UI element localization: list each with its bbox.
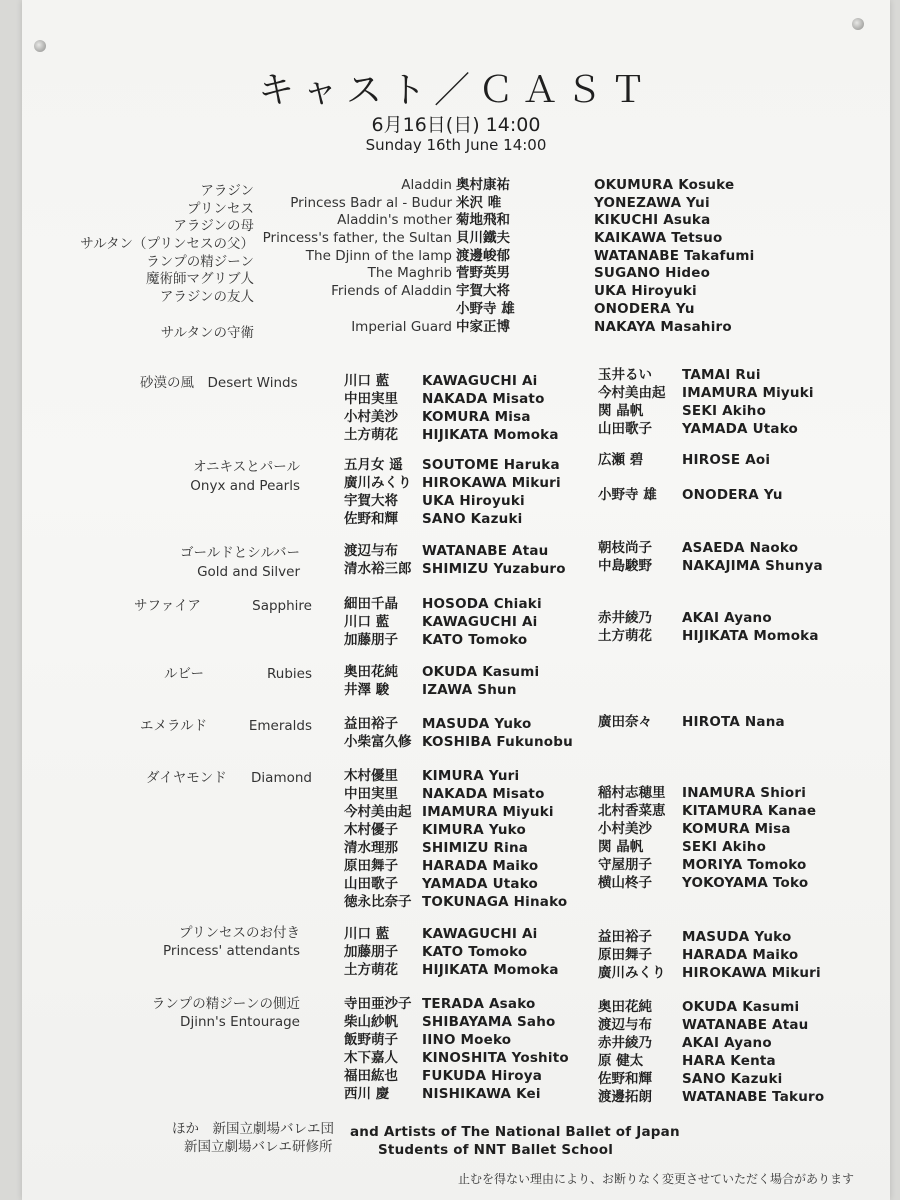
dancer-name-ja: 菅野英男 (456, 265, 510, 281)
dancer-name-ja: 今村美由起 (344, 804, 412, 820)
dancer-name-ja: 西川 慶 (344, 1086, 390, 1102)
group-label-attendants: プリンセスのお付き (179, 925, 300, 941)
dancer-name-ja: 小野寺 雄 (456, 301, 515, 317)
dancer-name-en: HIJIKATA Momoka (422, 427, 559, 443)
dancer-name-en: KOMURA Misa (682, 821, 791, 837)
dancer-name-ja: 中島駿野 (598, 558, 652, 574)
dancer-name-ja: 廣川みくり (598, 965, 666, 981)
role-label-en: The Maghrib (367, 265, 452, 281)
role-label-en: Aladdin (401, 177, 452, 193)
dancer-name-en: HIJIKATA Momoka (682, 628, 819, 644)
role-label-ja: サルタン（プリンセスの父） (80, 236, 254, 252)
dancer-name-en: HIROSE Aoi (682, 452, 771, 468)
dancer-name-ja: 渡邊拓朗 (598, 1089, 652, 1105)
dancer-name-en: IINO Moeko (422, 1032, 512, 1048)
dancer-name-en: KAIKAWA Tetsuo (594, 230, 723, 246)
dancer-name-en: OKUDA Kasumi (422, 664, 540, 680)
dancer-name-en: SANO Kazuki (682, 1071, 783, 1087)
dancer-name-ja: 小野寺 雄 (598, 487, 657, 503)
role-label-en: Princess's father, the Sultan (262, 230, 452, 246)
dancer-name-en: HARADA Maiko (682, 947, 799, 963)
dancer-name-ja: 木村優子 (344, 822, 398, 838)
dancer-name-en: OKUMURA Kosuke (594, 177, 735, 193)
dancer-name-ja: 佐野和輝 (344, 511, 398, 527)
role-label-ja: プリンセス (187, 201, 254, 217)
dancer-name-ja: 小村美沙 (598, 821, 652, 837)
dancer-name-en: HIROTA Nana (682, 714, 785, 730)
dancer-name-ja: 原田舞子 (344, 858, 398, 874)
dancer-name-en: KOMURA Misa (422, 409, 531, 425)
role-label-en: Friends of Aladdin (331, 283, 452, 299)
dancer-name-en: TAMAI Rui (682, 367, 761, 383)
dancer-name-en: NISHIKAWA Kei (422, 1086, 541, 1102)
dancer-name-ja: 渡辺与布 (598, 1017, 652, 1033)
dancer-name-ja: 土方萌花 (344, 427, 398, 443)
role-label-ja: ランプの精ジーン (146, 254, 254, 270)
dancer-name-ja: 清水裕三郎 (344, 561, 412, 577)
dancer-name-en: AKAI Ayano (682, 1035, 772, 1051)
dancer-name-ja: 菊地飛和 (456, 212, 510, 228)
dancer-name-ja: 加藤朋子 (344, 632, 398, 648)
dancer-name-ja: 小柴富久修 (344, 734, 412, 750)
role-label-en: Aladdin's mother (337, 212, 452, 228)
dancer-name-en: YONEZAWA Yui (594, 195, 710, 211)
dancer-name-en: YAMADA Utako (422, 876, 538, 892)
students-line: Students of NNT Ballet School (378, 1142, 614, 1158)
role-label-en: Imperial Guard (351, 319, 452, 335)
role-label-ja: サルタンの守衛 (160, 325, 254, 341)
dancer-name-ja: 柴山紗帆 (344, 1014, 398, 1030)
group-label-desert: 砂漠の風 Desert Winds (140, 375, 298, 391)
dancer-name-ja: 小村美沙 (344, 409, 398, 425)
group-label-gold: Gold and Silver (197, 564, 300, 580)
dancer-name-ja: 関 晶帆 (598, 839, 644, 855)
dancer-name-en: WATANABE Atau (682, 1017, 809, 1033)
dancer-name-en: HIJIKATA Momoka (422, 962, 559, 978)
dancer-name-ja: 貝川鐵夫 (456, 230, 510, 246)
dancer-name-en: TOKUNAGA Hinako (422, 894, 568, 910)
pin-right (852, 18, 864, 30)
dancer-name-en: YOKOYAMA Toko (682, 875, 809, 891)
dancer-name-en: WATANABE Atau (422, 543, 549, 559)
dancer-name-en: KITAMURA Kanae (682, 803, 817, 819)
dancer-name-en: KIKUCHI Asuka (594, 212, 711, 228)
dancer-name-ja: 守屋朋子 (598, 857, 652, 873)
group-label-rubies: ルビー (164, 666, 204, 682)
dancer-name-ja: 徳永比奈子 (344, 894, 412, 910)
dancer-name-ja: 清水理那 (344, 840, 398, 856)
group-label-entourage: ランプの精ジーンの側近 (151, 996, 300, 1012)
dancer-name-en: KATO Tomoko (422, 632, 528, 648)
dancer-name-en: MASUDA Yuko (682, 929, 792, 945)
dancer-name-ja: 宇賀大将 (456, 283, 510, 299)
dancer-name-ja: 玉井るい (598, 367, 652, 383)
dancer-name-en: KIMURA Yuri (422, 768, 520, 784)
group-label-sapphire: Sapphire (252, 598, 312, 614)
dancer-name-ja: 益田裕子 (598, 929, 652, 945)
group-label-entourage: Djinn's Entourage (180, 1014, 300, 1030)
dancer-name-ja: 木下嘉人 (344, 1050, 398, 1066)
group-label-emeralds: エメラルド (140, 718, 208, 734)
dancer-name-ja: 広瀬 碧 (598, 452, 644, 468)
dancer-name-ja: 今村美由起 (598, 385, 666, 401)
dancer-name-ja: 益田裕子 (344, 716, 398, 732)
dancer-name-ja: 土方萌花 (598, 628, 652, 644)
dancer-name-en: HIROKAWA Mikuri (422, 475, 561, 491)
dancer-name-en: ONODERA Yu (594, 301, 695, 317)
group-label-onyx: オニキスとパール (193, 459, 300, 475)
dancer-name-en: NAKADA Misato (422, 391, 545, 407)
dancer-name-ja: 渡邊峻郁 (456, 248, 510, 264)
dancer-name-ja: 山田歌子 (598, 421, 652, 437)
dancer-name-en: SOUTOME Haruka (422, 457, 560, 473)
dancer-name-en: KINOSHITA Yoshito (422, 1050, 569, 1066)
dancer-name-en: NAKADA Misato (422, 786, 545, 802)
dancer-name-ja: 赤井綾乃 (598, 1035, 652, 1051)
dancer-name-en: SEKI Akiho (682, 403, 767, 419)
dancer-name-en: ONODERA Yu (682, 487, 783, 503)
dancer-name-ja: 寺田亜沙子 (344, 996, 412, 1012)
dancer-name-ja: 木村優里 (344, 768, 398, 784)
role-label-en: The Djinn of the lamp (305, 248, 452, 264)
dancer-name-ja: 宇賀大将 (344, 493, 398, 509)
pin-left (34, 40, 46, 52)
dancer-name-ja: 井澤 駿 (344, 682, 390, 698)
dancer-name-en: HOSODA Chiaki (422, 596, 542, 612)
dancer-name-ja: 赤井綾乃 (598, 610, 652, 626)
dancer-name-ja: 廣田奈々 (598, 714, 652, 730)
dancer-name-en: HARA Kenta (682, 1053, 776, 1069)
dancer-name-en: HIROKAWA Mikuri (682, 965, 821, 981)
dancer-name-en: TERADA Asako (422, 996, 536, 1012)
dancer-name-en: MORIYA Tomoko (682, 857, 807, 873)
role-label-ja: アラジンの母 (173, 218, 254, 234)
dancer-name-ja: 中田実里 (344, 391, 398, 407)
dancer-name-ja: 稲村志穂里 (598, 785, 666, 801)
group-label-gold: ゴールドとシルバー (180, 545, 300, 561)
dancer-name-ja: 奥田花純 (344, 664, 398, 680)
dancer-name-en: KIMURA Yuko (422, 822, 526, 838)
dancer-name-en: SHIBAYAMA Saho (422, 1014, 556, 1030)
dancer-name-en: KAWAGUCHI Ai (422, 614, 538, 630)
dancer-name-en: UKA Hiroyuki (422, 493, 525, 509)
dancer-name-ja: 川口 藍 (344, 614, 390, 630)
dancer-name-en: NAKAJIMA Shunya (682, 558, 823, 574)
group-label-emeralds: Emeralds (248, 718, 312, 734)
date-japanese: 6月16日(日) 14:00 (371, 114, 541, 136)
dancer-name-ja: 渡辺与布 (344, 543, 398, 559)
dancer-name-ja: 福田紘也 (344, 1068, 398, 1084)
group-label-onyx: Onyx and Pearls (190, 478, 300, 494)
dancer-name-ja: 朝枝尚子 (598, 540, 652, 556)
dancer-name-ja: 関 晶帆 (598, 403, 644, 419)
change-notice: 止むを得ない理由により、お断りなく変更させていただく場合があります (457, 1172, 854, 1186)
dancer-name-en: IMAMURA Miyuki (422, 804, 554, 820)
group-label-rubies: Rubies (267, 666, 312, 682)
dancer-name-en: MASUDA Yuko (422, 716, 532, 732)
dancer-name-en: ASAEDA Naoko (682, 540, 799, 556)
dancer-name-ja: 川口 藍 (344, 926, 390, 942)
dancer-name-en: YAMADA Utako (682, 421, 798, 437)
school-label: 新国立劇場バレエ研修所 (184, 1139, 333, 1155)
dancer-name-ja: 細田千晶 (344, 596, 398, 612)
role-label-ja: 魔術師マグリブ人 (146, 271, 254, 287)
dancer-name-ja: 五月女 遥 (344, 457, 403, 473)
dancer-name-ja: 奥村康祐 (456, 177, 510, 193)
group-label-attendants: Princess' attendants (162, 943, 300, 959)
dancer-name-ja: 山田歌子 (344, 876, 398, 892)
dancer-name-en: SHIMIZU Rina (422, 840, 529, 856)
role-label-en: Princess Badr al - Budur (290, 195, 452, 211)
dancer-name-ja: 加藤朋子 (344, 944, 398, 960)
dancer-name-ja: 奥田花純 (598, 999, 652, 1015)
dancer-name-ja: 飯野萌子 (344, 1032, 398, 1048)
dancer-name-en: INAMURA Shiori (682, 785, 807, 801)
dancer-name-en: IMAMURA Miyuki (682, 385, 814, 401)
dancer-name-en: WATANABE Takafumi (594, 248, 755, 264)
dancer-name-en: HARADA Maiko (422, 858, 539, 874)
others-label: ほか 新国立劇場バレエ団 (172, 1121, 334, 1137)
dancer-name-ja: 北村香菜恵 (598, 803, 666, 819)
dancer-name-en: NAKAYA Masahiro (594, 319, 732, 335)
dancer-name-en: IZAWA Shun (422, 682, 517, 698)
dancer-name-en: KOSHIBA Fukunobu (422, 734, 573, 750)
dancer-name-en: KAWAGUCHI Ai (422, 373, 538, 389)
dancer-name-ja: 原田舞子 (598, 947, 652, 963)
group-label-diamond: Diamond (251, 770, 312, 786)
dancer-name-en: KAWAGUCHI Ai (422, 926, 538, 942)
group-label-diamond: ダイヤモンド (146, 770, 227, 786)
dancer-name-ja: 横山柊子 (598, 875, 652, 891)
page-title: キャスト／ＣＡＳＴ (257, 70, 654, 111)
role-label-ja: アラジンの友人 (159, 289, 254, 305)
dancer-name-en: OKUDA Kasumi (682, 999, 800, 1015)
dancer-name-en: UKA Hiroyuki (594, 283, 697, 299)
dancer-name-ja: 中田実里 (344, 786, 398, 802)
dancer-name-en: KATO Tomoko (422, 944, 528, 960)
dancer-name-ja: 米沢 唯 (456, 195, 502, 211)
dancer-name-en: SEKI Akiho (682, 839, 767, 855)
dancer-name-ja: 中家正博 (456, 319, 510, 335)
dancer-name-ja: 原 健太 (598, 1053, 644, 1069)
dancer-name-en: WATANABE Takuro (682, 1089, 825, 1105)
dancer-name-en: AKAI Ayano (682, 610, 772, 626)
dancer-name-ja: 土方萌花 (344, 962, 398, 978)
dancer-name-en: SANO Kazuki (422, 511, 523, 527)
cast-sheet (22, 0, 890, 1200)
dancer-name-en: SUGANO Hideo (594, 265, 711, 281)
date-english: Sunday 16th June 14:00 (365, 136, 547, 154)
dancer-name-en: FUKUDA Hiroya (422, 1068, 543, 1084)
artists-line: and Artists of The National Ballet of Japan (350, 1124, 680, 1140)
dancer-name-ja: 廣川みくり (344, 475, 412, 491)
dancer-name-ja: 佐野和輝 (598, 1071, 652, 1087)
group-label-sapphire: サファイア (134, 598, 201, 614)
dancer-name-ja: 川口 藍 (344, 373, 390, 389)
role-label-ja: アラジン (200, 183, 254, 199)
dancer-name-en: SHIMIZU Yuzaburo (422, 561, 566, 577)
